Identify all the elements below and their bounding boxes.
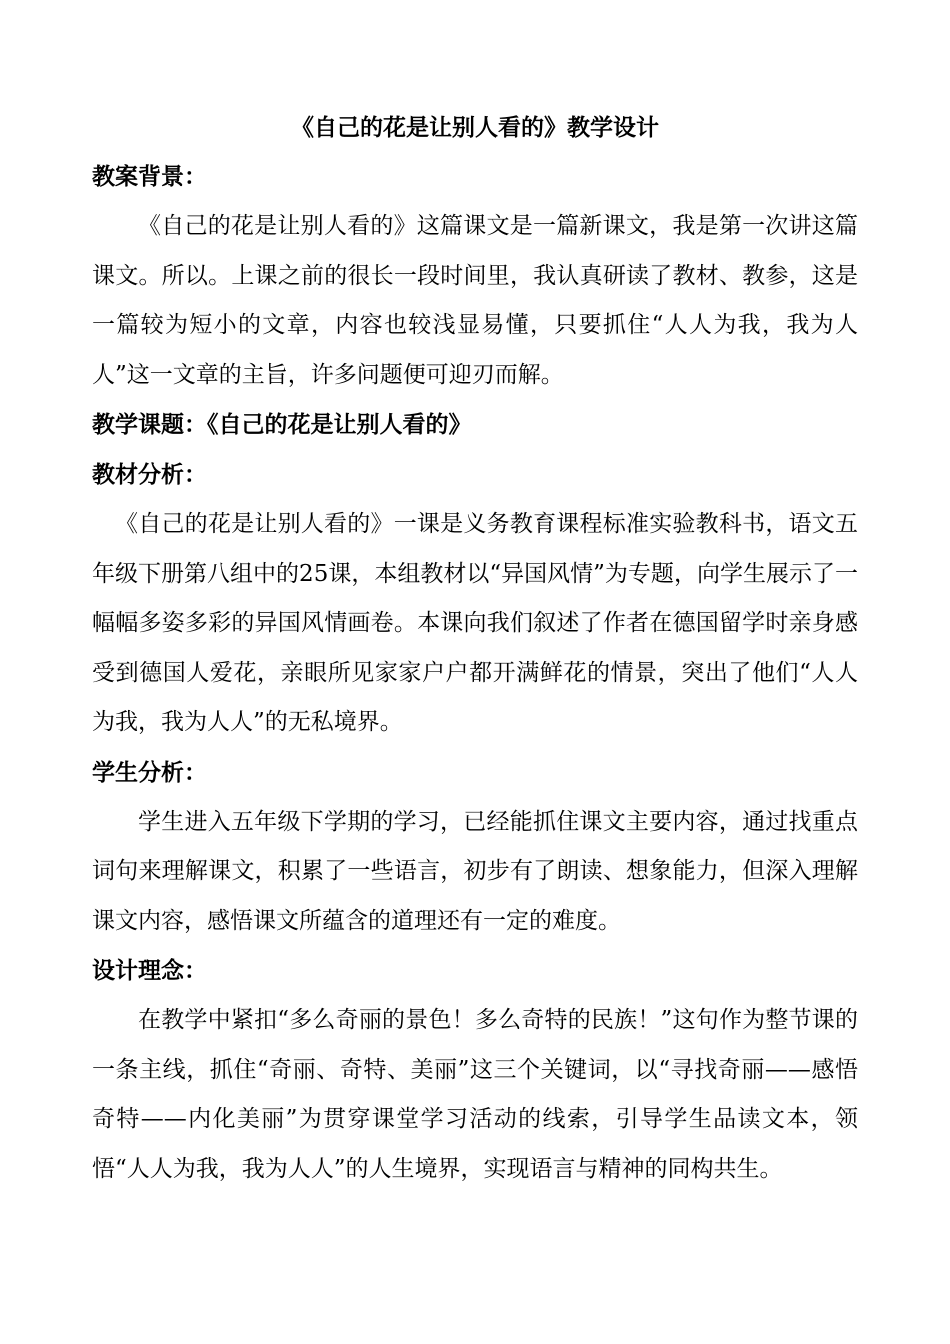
document-title: 《自己的花是让别人看的》教学设计	[291, 115, 659, 141]
section-heading-design-concept: 设计理念：	[92, 958, 207, 984]
section-heading-background: 教案背景：	[92, 164, 207, 190]
section-topic	[92, 400, 858, 450]
section-design-concept	[92, 946, 858, 1194]
section-paragraph-design-concept: 在教学中紧扣“多么奇丽的景色！多么奇特的民族！”这句作为整节课的一条主线，抓住“奇丽、奇特、美丽”这三个关键词，以“寻找奇丽——感悟奇特——内化美丽”为贯穿课堂学习活动的线索，引导学生品读文本，领悟“人人为我，我为人人”的人生境界，实现语言与精神的同构共生。	[92, 1007, 858, 1182]
section-paragraph-background: 《自己的花是让别人看的》这篇课文是一篇新课文，我是第一次讲这篇课文。所以。上课之前的很长一段时间里，我认真研读了教材、教参，这是一篇较为短小的文章，内容也较浅显易懂，只要抓住“人人为我，我为人人”这一文章的主旨，许多问题便可迎刃而解。	[92, 213, 858, 388]
section-heading-student-analysis: 学生分析：	[92, 759, 207, 786]
section-paragraph-material-analysis: 《自己的花是让别人看的》一课是义务教育课程标准实验教科书，语文五年级下册第八组中的25课，本组教材以“异国风情”为专题，向学生展示了一幅幅多姿多彩的异国风情画卷。本课向我们叙述了作者在德国留学时亲身感受到德国人爱花，亲眼所见家家户户都开满鲜花的情景，突出了他们“人人为我，我为人人”的无私境界。	[92, 511, 858, 735]
section-background	[92, 152, 858, 400]
section-heading-topic: 教学课题：《自己的花是让别人看的》	[92, 412, 472, 438]
section-heading-material-analysis: 教材分析：	[92, 462, 207, 488]
section-paragraph-student-analysis: 学生进入五年级下学期的学习，已经能抓住课文主要内容，通过找重点词句来理解课文，积累了一些语言，初步有了朗读、想象能力，但深入理解课文内容，感悟课文所蕴含的道理还有一定的难度。	[92, 808, 858, 934]
section-material-analysis	[92, 450, 858, 748]
section-student-analysis	[92, 748, 858, 947]
